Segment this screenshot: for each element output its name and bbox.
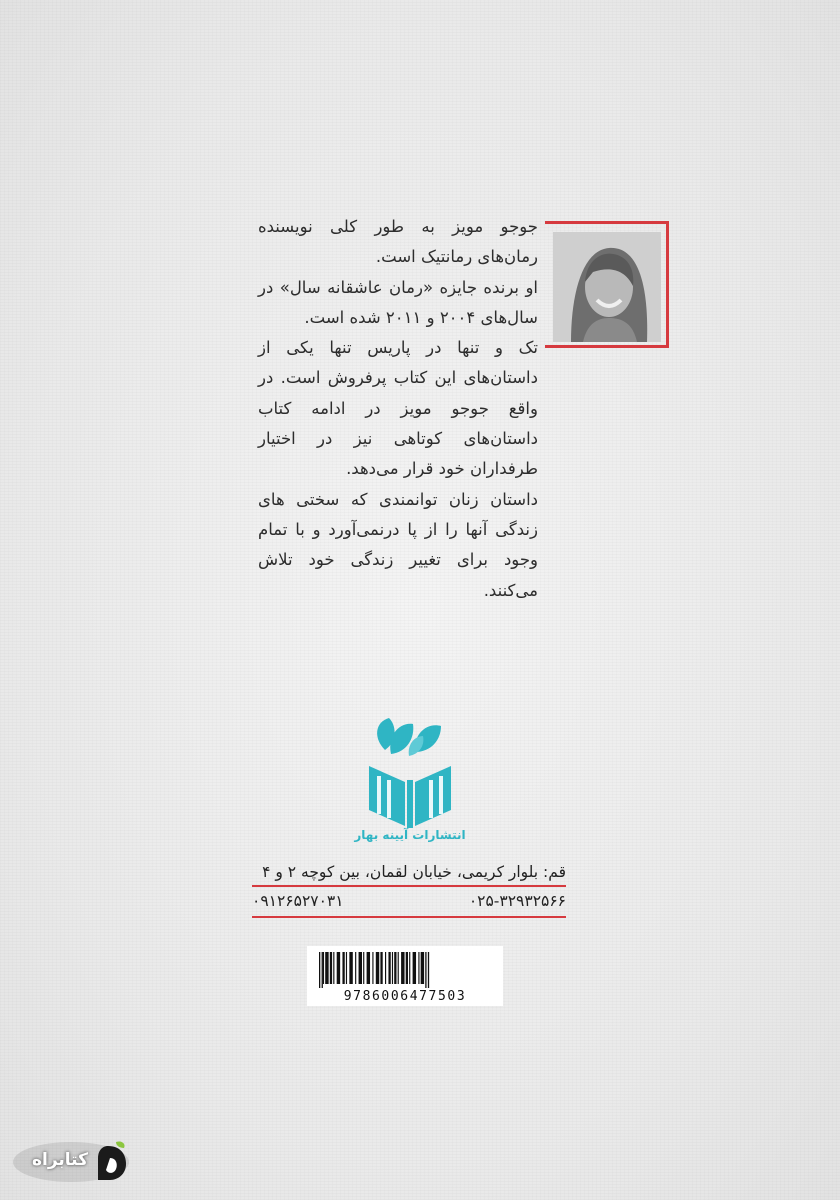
publisher-address: قم: بلوار کریمی، خیابان لقمان، بین کوچه ۲ و ۴	[252, 861, 566, 887]
publisher-name: انتشارات آیینه بهار	[354, 828, 466, 842]
bio-paragraph: داستان زنان توانمندی که سختی های زندگی آنها را از پا درنمی‌آورد و با تمام وجود برای تغییر زندگی خود تلاش می‌کنند.	[258, 489, 538, 600]
bio-paragraph: تک و تنها در پاریس تنها یکی از داستان‌های این کتاب پرفروش است. در واقع جوجو مویز در ادامه کتاب داستان‌های کوتاهی نیز در اختیار طرفداران خود قرار می‌دهد.	[258, 338, 538, 479]
bio-paragraph: جوجو مویز به طور کلی نویسنده رمان‌های رمانتیک است.	[258, 217, 538, 267]
isbn-barcode	[307, 946, 503, 1006]
isbn-number: 9786006477503	[343, 989, 467, 1004]
mobile-number: ۰۹۱۲۶۵۲۷۰۳۱	[252, 892, 344, 910]
publisher-contact	[252, 861, 566, 918]
barcode-bars-icon	[315, 952, 495, 988]
bio-paragraph: او برنده جایزه «رمان عاشقانه سال» در سال‌های ۲۰۰۴ و ۲۰۱۱ شده است.	[258, 277, 538, 327]
author-photo	[553, 232, 661, 342]
author-bio	[258, 212, 538, 606]
phone-number: ۰۲۵-۳۲۹۳۲۵۶۶	[468, 892, 566, 910]
phone-row	[252, 887, 566, 918]
ketabrah-wordmark: کتابراه	[31, 1150, 88, 1170]
